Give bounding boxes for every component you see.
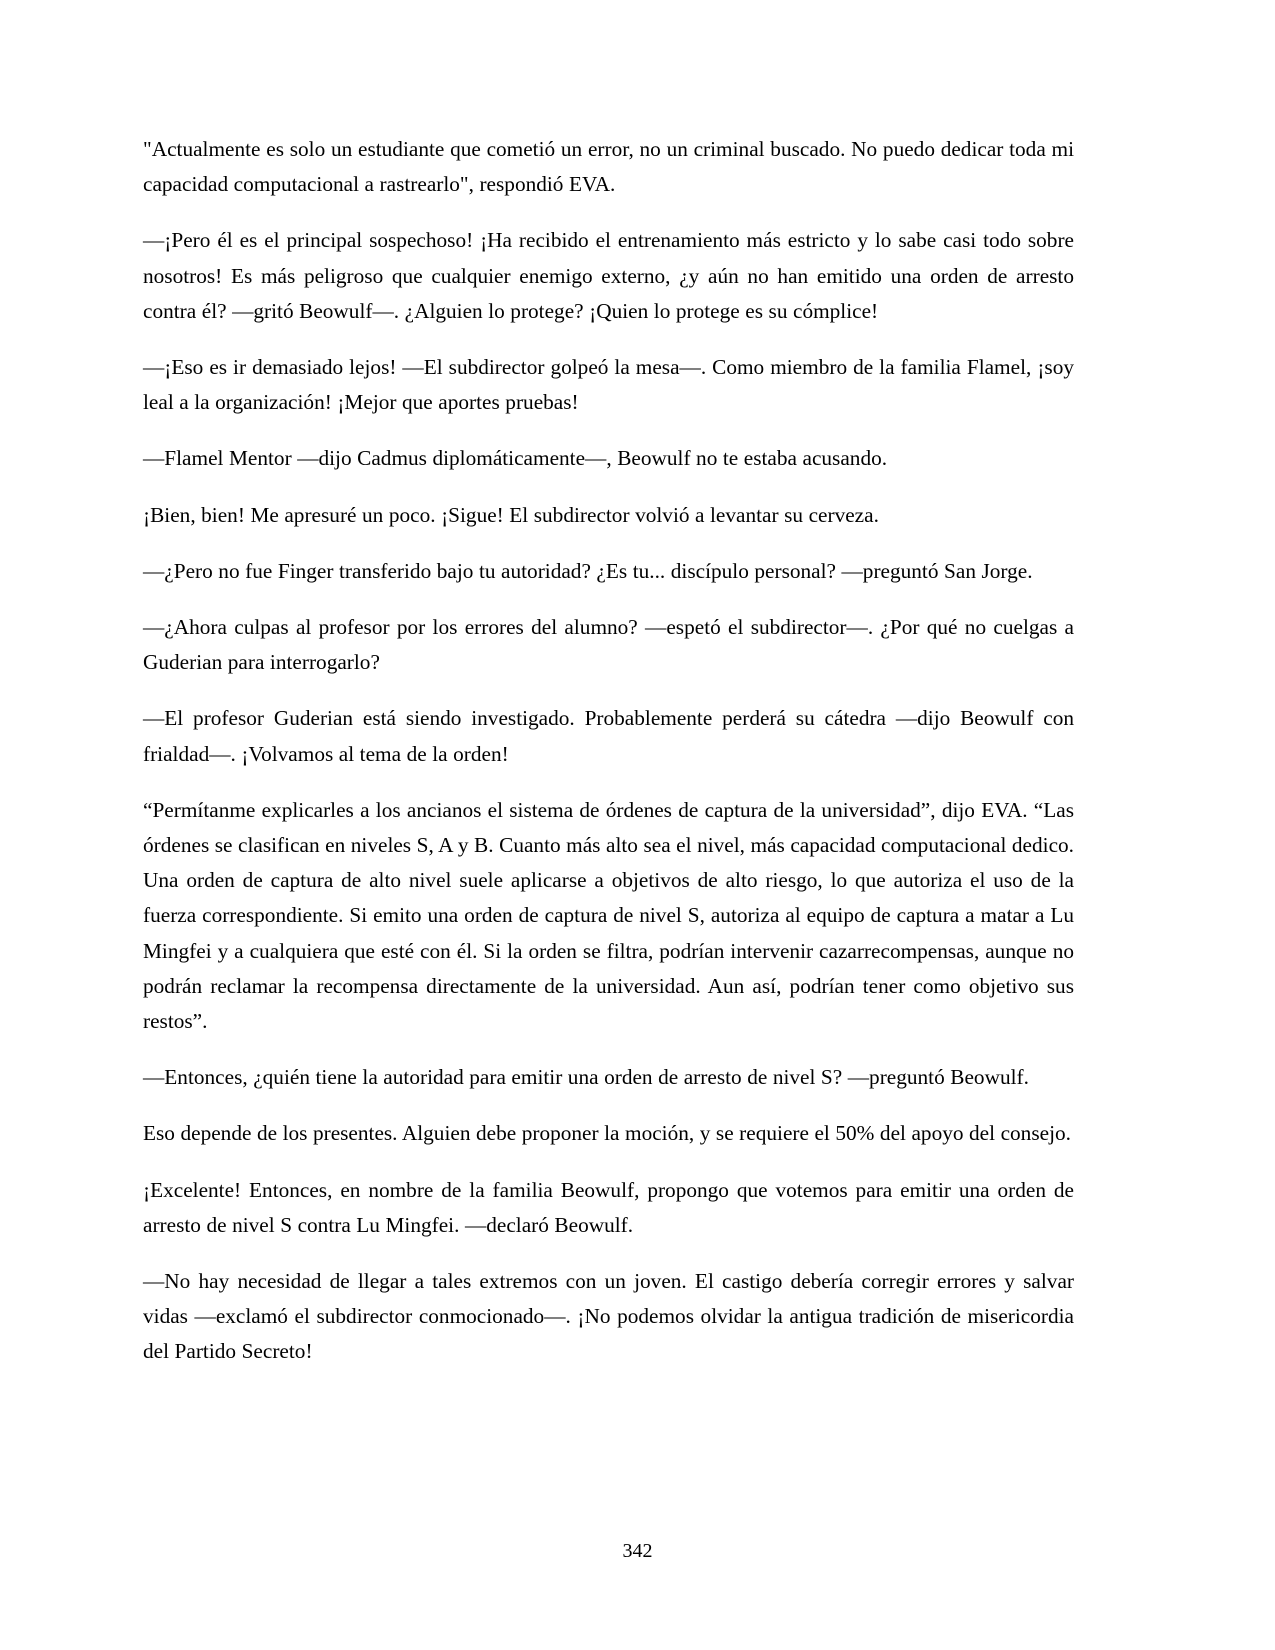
- paragraph: “Permítanme explicarles a los ancianos el sistema de órdenes de captura de la universidad”, dijo EVA. “Las órdenes se clasifican en niveles S, A y B. Cuanto más alto sea el nivel, más capacidad computacional dedico. Una orden de captura de alto nivel suele aplicarse a objetivos de alto riesgo, lo que autoriza el uso de la fuerza correspondiente. Si emito una orden de captura de nivel S, autoriza al equipo de captura a matar a Lu Mingfei y a cualquiera que esté con él. Si la orden se filtra, podrían intervenir cazarrecompensas, aunque no podrán reclamar la recompensa directamente de la universidad. Aun así, podrían tener como objetivo sus restos”.: [143, 797, 1074, 1034]
- paragraph: "Actualmente es solo un estudiante que cometió un error, no un criminal buscado. No puedo dedicar toda mi capacidad computacional a rastrearlo", respondió EVA.: [143, 137, 1074, 197]
- paragraph: ¡Bien, bien! Me apresuré un poco. ¡Sigue! El subdirector volvió a levantar su cerveza.: [143, 502, 879, 527]
- paragraph: ¡Excelente! Entonces, en nombre de la familia Beowulf, propongo que votemos para emitir una orden de arresto de nivel S contra Lu Mingfei. —declaró Beowulf.: [143, 1177, 1074, 1237]
- paragraph: Eso depende de los presentes. Alguien debe proponer la moción, y se requiere el 50% del apoyo del consejo.: [143, 1121, 1071, 1146]
- paragraph: —No hay necesidad de llegar a tales extremos con un joven. El castigo debería corregir errores y salvar vidas —exclamó el subdirector conmocionado—. ¡No podemos olvidar la antigua tradición de misericordia del Partido Secreto!: [143, 1269, 1074, 1364]
- paragraph: —Flamel Mentor —dijo Cadmus diplomáticamente—, Beowulf no te estaba acusando.: [143, 446, 888, 471]
- paragraph: —¡Pero él es el principal sospechoso! ¡Ha recibido el entrenamiento más estricto y lo sabe casi todo sobre nosotros! Es más peligroso que cualquier enemigo externo, ¿y aún no han emitido una orden de arresto contra él? —gritó Beowulf—. ¿Alguien lo protege? ¡Quien lo protege es su cómplice!: [143, 228, 1074, 323]
- paragraph: —¡Eso es ir demasiado lejos! —El subdirector golpeó la mesa—. Como miembro de la familia Flamel, ¡soy leal a la organización! ¡Mejor que aportes pruebas!: [143, 355, 1074, 415]
- page-number: 342: [622, 1540, 653, 1562]
- paragraph: —¿Pero no fue Finger transferido bajo tu autoridad? ¿Es tu... discípulo personal? —preguntó San Jorge.: [143, 558, 1033, 583]
- paragraph: —Entonces, ¿quién tiene la autoridad para emitir una orden de arresto de nivel S? —preguntó Beowulf.: [143, 1065, 1029, 1090]
- paragraph: —El profesor Guderian está siendo investigado. Probablemente perderá su cátedra —dijo Beowulf con frialdad—. ¡Volvamos al tema de la orden!: [143, 706, 1074, 766]
- page-body-text: [143, 132, 1074, 1370]
- paragraph: —¿Ahora culpas al profesor por los errores del alumno? —espetó el subdirector—. ¿Por qué no cuelgas a Guderian para interrogarlo?: [143, 615, 1074, 675]
